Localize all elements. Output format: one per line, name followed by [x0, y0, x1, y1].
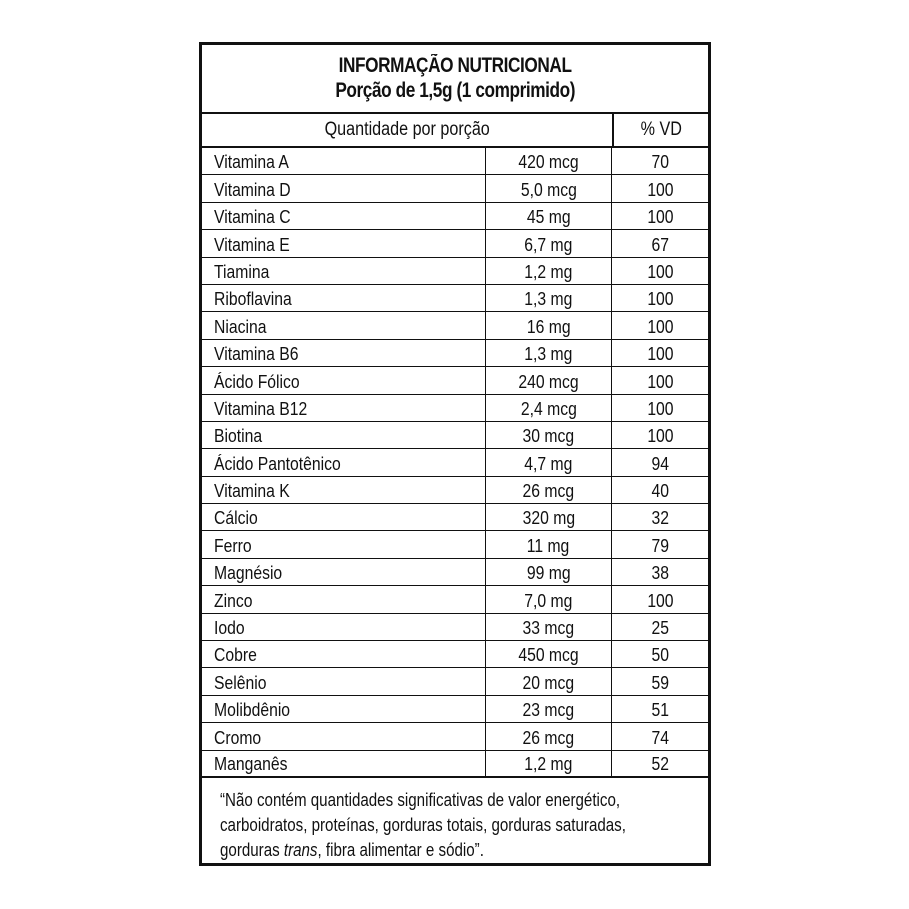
note-line-3 [220, 838, 618, 863]
nutrient-name: Niacina [214, 315, 267, 337]
nutrient-name-cell [202, 367, 486, 393]
nutrient-name: Selênio [214, 671, 267, 693]
quantity-header [202, 114, 614, 146]
nutrient-name-cell [202, 203, 486, 229]
table-row [202, 258, 708, 285]
quantity-header-text: Quantidade por porção [324, 118, 490, 140]
nutrient-amount: 4,7 mg [524, 452, 573, 474]
table-row [202, 230, 708, 257]
nutrient-amount: 33 mcg [522, 617, 575, 639]
nutrient-name-cell [202, 340, 486, 366]
nutrient-amount-cell [486, 285, 612, 311]
nutrient-name: Molibdênio [214, 699, 291, 721]
nutrient-amount: 99 mg [526, 562, 571, 584]
nutrient-name: Vitamina E [214, 233, 290, 255]
note-line-3-post: , fibra alimentar e sódio”. [317, 840, 484, 860]
nutrient-amount-cell [486, 367, 612, 393]
serving-size: Porção de 1,5g (1 comprimido) [335, 79, 575, 103]
nutrient-amount: 1,3 mg [524, 288, 573, 310]
dv-header-text: % VD [640, 118, 682, 140]
nutrient-dv-cell [612, 477, 708, 503]
nutrient-dv: 70 [651, 151, 669, 173]
nutrient-dv-cell [612, 449, 708, 475]
table-row [202, 696, 708, 723]
nutrient-amount: 1,3 mg [524, 343, 573, 365]
nutrient-dv-cell [612, 258, 708, 284]
nutrient-name-cell [202, 477, 486, 503]
table-row [202, 449, 708, 476]
nutrient-dv-cell [612, 641, 708, 667]
nutrient-amount: 320 mg [522, 507, 575, 529]
disclaimer-note [202, 778, 708, 863]
dv-header [614, 114, 708, 146]
nutrient-dv: 25 [651, 617, 669, 639]
nutrient-dv: 100 [646, 397, 674, 419]
nutrient-dv-cell [612, 422, 708, 448]
nutrient-dv: 100 [646, 425, 674, 447]
nutrient-dv-cell [612, 614, 708, 640]
nutrient-dv: 51 [651, 699, 669, 721]
nutrient-amount: 1,2 mg [524, 260, 573, 282]
nutrient-dv-cell [612, 148, 708, 174]
nutrient-dv: 100 [646, 370, 674, 392]
nutrient-amount-cell [486, 751, 612, 776]
nutrient-name: Vitamina D [214, 178, 291, 200]
nutrient-amount: 16 mg [526, 315, 571, 337]
nutrient-dv: 100 [646, 589, 674, 611]
nutrient-amount-cell [486, 559, 612, 585]
table-row [202, 340, 708, 367]
nutrient-dv-cell [612, 312, 708, 338]
nutrient-dv-cell [612, 175, 708, 201]
nutrient-amount: 240 mcg [518, 370, 579, 392]
nutrient-name-cell [202, 230, 486, 256]
nutrient-amount: 45 mg [526, 206, 571, 228]
nutrient-name-cell [202, 395, 486, 421]
nutrient-dv: 52 [651, 753, 669, 774]
table-row [202, 422, 708, 449]
nutrient-amount: 420 mcg [518, 151, 579, 173]
nutrient-name: Vitamina B12 [214, 397, 308, 419]
nutrient-amount-cell [486, 312, 612, 338]
nutrient-amount-cell [486, 203, 612, 229]
nutrient-dv-cell [612, 559, 708, 585]
nutrient-name: Vitamina C [214, 206, 291, 228]
nutrient-amount-cell [486, 175, 612, 201]
nutrient-name: Cálcio [214, 507, 258, 529]
nutrient-dv-cell [612, 395, 708, 421]
nutrient-dv-cell [612, 203, 708, 229]
nutrient-amount: 450 mcg [518, 644, 579, 666]
nutrient-name-cell [202, 614, 486, 640]
table-row [202, 723, 708, 750]
nutrient-dv-cell [612, 285, 708, 311]
table-row [202, 668, 708, 695]
nutrient-name-cell [202, 258, 486, 284]
nutrient-dv: 38 [651, 562, 669, 584]
nutrient-name: Vitamina B6 [214, 343, 299, 365]
column-header-row [202, 114, 708, 148]
nutrient-name-cell [202, 668, 486, 694]
table-row [202, 559, 708, 586]
note-line-1: “Não contém quantidades significativas de valor energético, [220, 790, 621, 810]
nutrient-amount-cell [486, 449, 612, 475]
nutrient-amount-cell [486, 148, 612, 174]
nutrient-table [202, 148, 708, 778]
label-header [202, 45, 708, 114]
nutrient-name-cell [202, 751, 486, 776]
nutrient-name-cell [202, 559, 486, 585]
nutrient-dv-cell [612, 723, 708, 749]
nutrient-amount: 20 mcg [522, 671, 575, 693]
table-row [202, 395, 708, 422]
nutrient-dv: 74 [651, 726, 669, 748]
nutrient-amount: 1,2 mg [524, 753, 573, 774]
nutrient-amount: 6,7 mg [524, 233, 573, 255]
nutrient-amount: 30 mcg [522, 425, 575, 447]
note-line-3-italic: trans [283, 840, 318, 860]
nutrient-amount-cell [486, 258, 612, 284]
table-row [202, 641, 708, 668]
nutrient-name-cell [202, 696, 486, 722]
nutrient-dv: 100 [646, 315, 674, 337]
nutrient-amount: 23 mcg [522, 699, 575, 721]
nutrient-name: Cromo [214, 726, 262, 748]
nutrient-name: Ácido Fólico [214, 370, 300, 392]
nutrient-amount-cell [486, 531, 612, 557]
nutrient-amount-cell [486, 614, 612, 640]
nutrient-name-cell [202, 175, 486, 201]
nutrient-amount: 2,4 mcg [520, 397, 577, 419]
nutrient-name: Ácido Pantotênico [214, 452, 341, 474]
nutrient-name: Vitamina A [214, 151, 289, 173]
nutrient-dv: 40 [651, 480, 669, 502]
nutrient-name: Vitamina K [214, 480, 290, 502]
nutrient-name-cell [202, 531, 486, 557]
table-row [202, 504, 708, 531]
nutrient-name-cell [202, 504, 486, 530]
nutrient-dv: 100 [646, 178, 674, 200]
nutrient-amount-cell [486, 641, 612, 667]
nutrient-name-cell [202, 422, 486, 448]
nutrient-amount-cell [486, 504, 612, 530]
nutrient-name-cell [202, 148, 486, 174]
nutrient-dv-cell [612, 367, 708, 393]
table-row [202, 586, 708, 613]
nutrient-name: Biotina [214, 425, 263, 447]
table-row [202, 614, 708, 641]
nutrient-name: Tiamina [214, 260, 270, 282]
nutrient-amount: 7,0 mg [524, 589, 573, 611]
table-row [202, 148, 708, 175]
label-title: INFORMAÇÃO NUTRICIONAL [338, 54, 572, 78]
nutrient-amount: 26 mcg [522, 726, 575, 748]
nutrient-dv-cell [612, 340, 708, 366]
nutrient-amount-cell [486, 668, 612, 694]
nutrient-dv: 100 [646, 206, 674, 228]
nutrient-dv: 67 [651, 233, 669, 255]
nutrient-dv: 50 [651, 644, 669, 666]
note-line-3-pre: gorduras [220, 840, 284, 860]
nutrient-dv-cell [612, 504, 708, 530]
nutrient-name-cell [202, 641, 486, 667]
nutrient-name: Manganês [214, 753, 288, 774]
nutrient-amount-cell [486, 230, 612, 256]
nutrient-name: Ferro [214, 534, 252, 556]
nutrient-dv-cell [612, 751, 708, 776]
nutrient-dv-cell [612, 668, 708, 694]
table-row [202, 285, 708, 312]
nutrient-name: Zinco [214, 589, 253, 611]
nutrient-amount-cell [486, 696, 612, 722]
nutrient-amount: 11 mg [527, 534, 570, 556]
table-row [202, 531, 708, 558]
nutrient-dv: 100 [646, 343, 674, 365]
nutrient-name: Magnésio [214, 562, 283, 584]
table-row [202, 175, 708, 202]
table-row [202, 477, 708, 504]
nutrient-amount-cell [486, 586, 612, 612]
note-line-2: carboidratos, proteínas, gorduras totais, gorduras saturadas, [220, 815, 626, 835]
nutrient-dv-cell [612, 696, 708, 722]
nutrient-amount-cell [486, 422, 612, 448]
nutrient-dv: 79 [651, 534, 669, 556]
table-row [202, 312, 708, 339]
nutrient-amount-cell [486, 395, 612, 421]
nutrient-name-cell [202, 586, 486, 612]
nutrition-facts-label [199, 42, 711, 866]
nutrient-name-cell [202, 449, 486, 475]
nutrient-amount-cell [486, 723, 612, 749]
nutrient-dv: 94 [651, 452, 669, 474]
nutrient-name-cell [202, 285, 486, 311]
table-row [202, 751, 708, 778]
nutrient-dv-cell [612, 531, 708, 557]
nutrient-dv-cell [612, 230, 708, 256]
nutrient-amount: 5,0 mcg [520, 178, 577, 200]
nutrient-name-cell [202, 723, 486, 749]
nutrient-name: Riboflavina [214, 288, 292, 310]
nutrient-amount-cell [486, 477, 612, 503]
nutrient-dv-cell [612, 586, 708, 612]
nutrient-dv: 100 [646, 260, 674, 282]
nutrient-dv: 100 [646, 288, 674, 310]
nutrient-name-cell [202, 312, 486, 338]
nutrient-name: Iodo [214, 617, 245, 639]
nutrient-amount-cell [486, 340, 612, 366]
table-row [202, 367, 708, 394]
nutrient-name: Cobre [214, 644, 257, 666]
nutrient-dv: 32 [651, 507, 669, 529]
nutrient-dv: 59 [651, 671, 669, 693]
nutrient-amount: 26 mcg [522, 480, 575, 502]
table-row [202, 203, 708, 230]
